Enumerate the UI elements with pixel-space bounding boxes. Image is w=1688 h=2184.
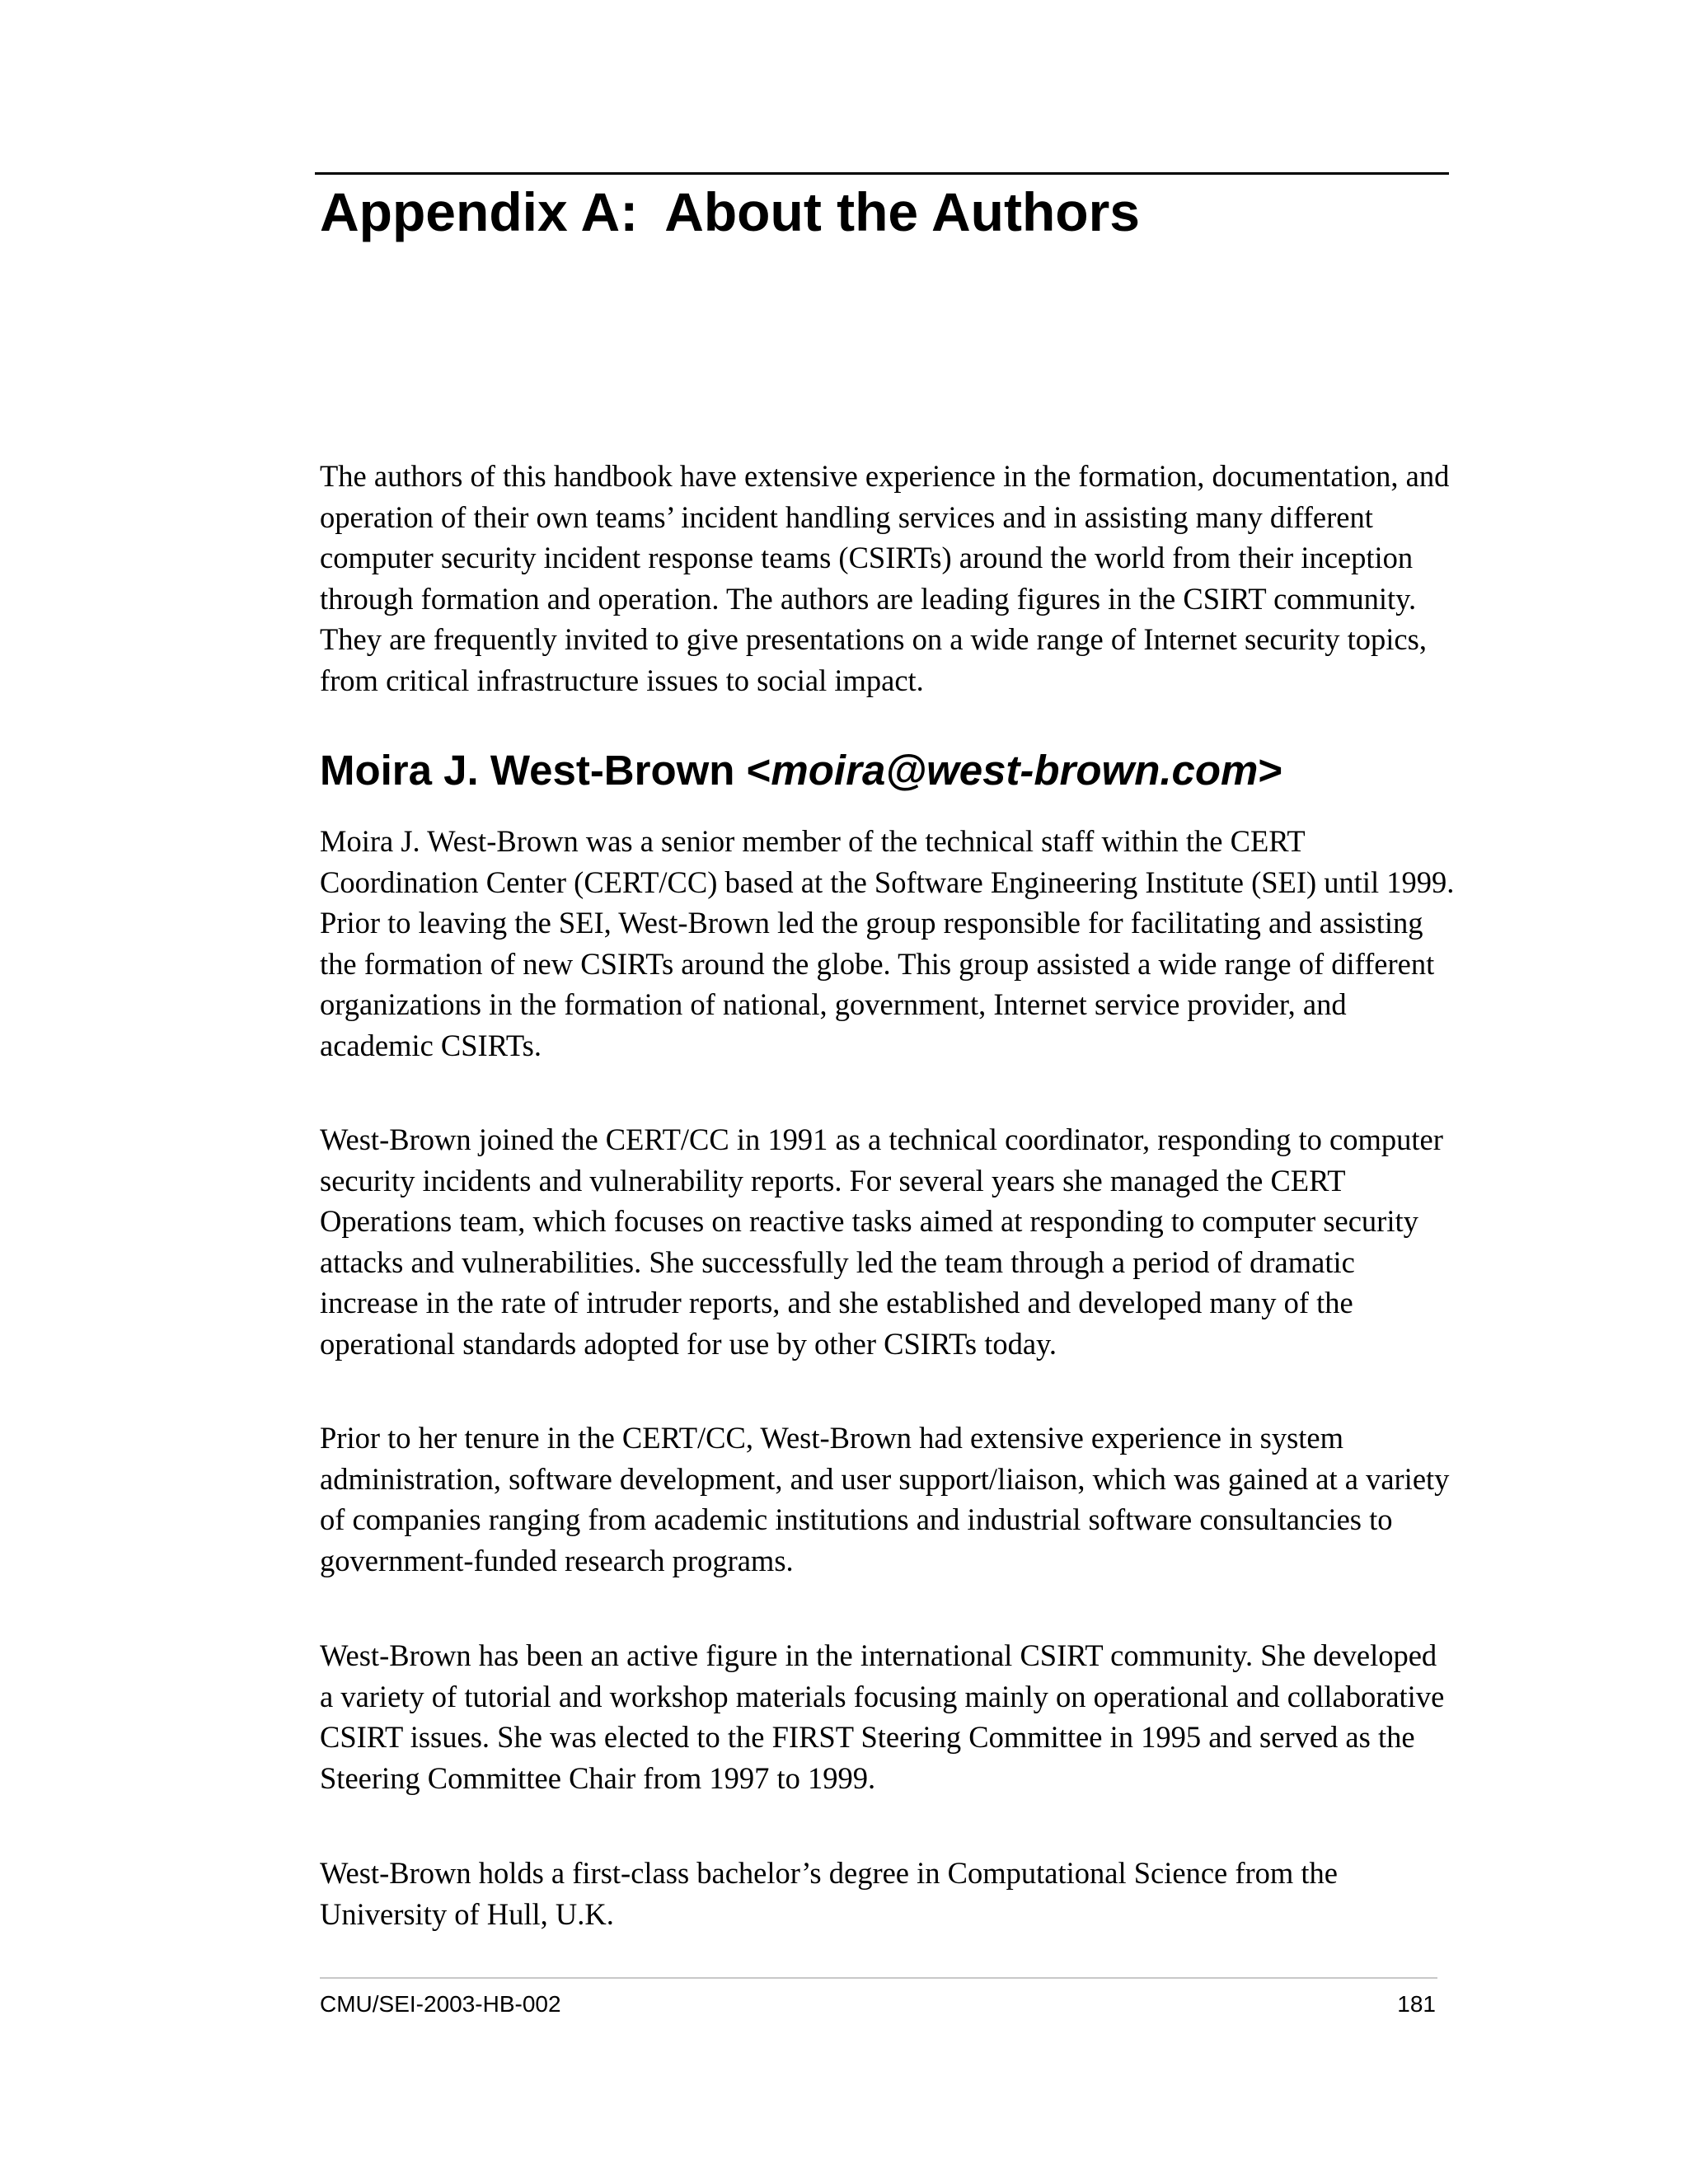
- author-heading: [320, 742, 1282, 799]
- email-close-bracket: >: [1258, 747, 1283, 794]
- chapter-title-text: About the Authors: [664, 181, 1140, 242]
- chapter-title: [320, 175, 1140, 249]
- author-email-link[interactable]: moira@west-brown.com: [771, 747, 1259, 794]
- bio-paragraph-1: Moira J. West-Brown was a senior member of the technical staff within the CERT Coordination Center (CERT/CC) based at the Software Engineering Institute (SEI) until 1999. Prior to leaving the SEI, West-Brown led the group responsible for facilitating and assisting the formation of new CSIRTs around the globe. This group assisted a wide range of different organizations in the formation of national, government, Internet service provider, and academic CSIRTs.: [320, 824, 1455, 1062]
- chapter-label: Appendix A:: [320, 181, 639, 242]
- author-name: Moira J. West-Brown: [320, 747, 735, 794]
- email-open-bracket: <: [746, 747, 771, 794]
- bio-paragraph-3: Prior to her tenure in the CERT/CC, West-Brown had extensive experience in system administration, software development, and user support/liaison, which was gained at a variety of companies ranging from academic institutions and industrial software consultancies to government-funded research programs.: [320, 1421, 1450, 1577]
- bio-paragraph-5: West-Brown holds a first-class bachelor’s degree in Computational Science from the University of Hull, U.K.: [320, 1856, 1339, 1931]
- bio-paragraph-2: West-Brown joined the CERT/CC in 1991 as a technical coordinator, responding to computer security incidents and vulnerability reports. For several years she managed the CERT Operations team, which focuses on reactive tasks aimed at responding to computer security attacks and vulnerabilities. She successfully led the team through a period of dramatic increase in the rate of intruder reports, and she established and developed many of the operational standards adopted for use by other CSIRTs today.: [320, 1122, 1443, 1361]
- footer-rule: [320, 1977, 1437, 1979]
- footer-page-number: 181: [1397, 1991, 1436, 2017]
- footer-document-id: CMU/SEI-2003-HB-002: [320, 1991, 561, 2017]
- bio-paragraph-4: West-Brown has been an active figure in the international CSIRT community. She developed a variety of tutorial and workshop materials focusing mainly on operational and collaborative CSIRT issues. She was elected to the FIRST Steering Committee in 1995 and served as the Steering Committee Chair from 1997 to 1999.: [320, 1638, 1445, 1795]
- intro-paragraph: The authors of this handbook have extensive experience in the formation, documentation, and operation of their own teams’ incident handling services and in assisting many different computer security incident response teams (CSIRTs) around the world from their inception through formation and operation. The authors are leading figures in the CSIRT community. They are frequently invited to give presentations on a wide range of Internet security topics, from critical infrastructure issues to social impact.: [320, 459, 1450, 697]
